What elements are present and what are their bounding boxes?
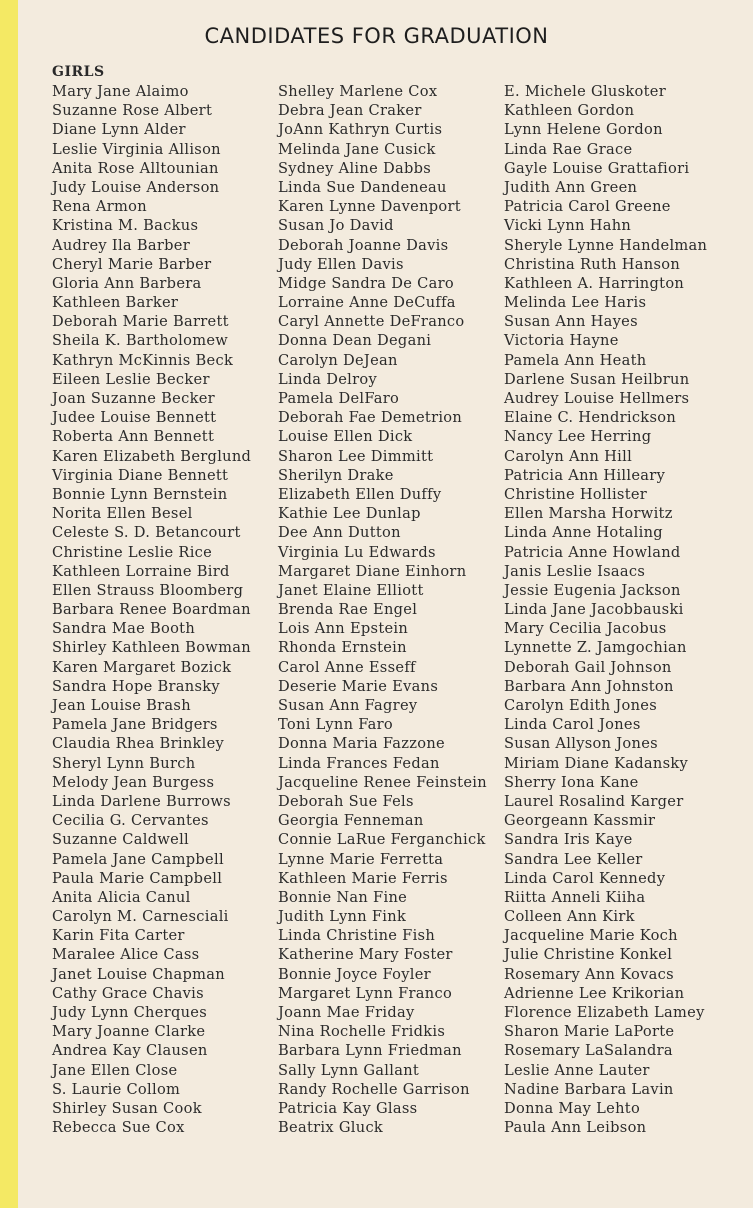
candidate-name: Deborah Marie Barrett xyxy=(52,313,229,331)
candidate-name: Connie LaRue Ferganchick xyxy=(278,831,486,849)
candidate-name: Shelley Marlene Cox xyxy=(278,83,438,100)
candidate-name: Celeste S. D. Betancourt xyxy=(52,524,241,542)
candidate-name: Jane Ellen Close xyxy=(52,1061,178,1079)
candidate-name: Susan Jo David xyxy=(278,217,394,235)
candidate-name: Miriam Diane Kadansky xyxy=(504,754,689,772)
candidate-name: Andrea Kay Clausen xyxy=(52,1042,208,1060)
candidate-name: Gayle Louise Grattafiori xyxy=(504,159,690,177)
candidate-name: Joan Suzanne Becker xyxy=(52,390,215,407)
candidate-name: Lois Ann Epstein xyxy=(278,620,409,638)
candidate-name: Sheryle Lynne Handelman xyxy=(504,236,708,254)
candidate-name: Caryl Annette DeFranco xyxy=(278,313,465,331)
candidate-name: Kathleen Barker xyxy=(52,294,179,312)
candidate-name: Carolyn M. Carnesciali xyxy=(52,908,229,926)
candidate-name: Jessie Eugenia Jackson xyxy=(504,581,681,599)
candidate-name: Margaret Diane Einhorn xyxy=(278,562,467,580)
candidate-name: Judy Lynn Cherques xyxy=(52,1004,208,1021)
candidate-name: Linda Delroy xyxy=(278,370,378,388)
candidate-name: Patricia Carol Greene xyxy=(504,198,671,216)
page-title: CANDIDATES FOR GRADUATION xyxy=(204,24,549,48)
candidate-name: Donna Dean Degani xyxy=(278,332,432,350)
candidate-name: Mary Cecilia Jacobus xyxy=(504,620,667,638)
candidate-name: E. Michele Gluskoter xyxy=(504,83,667,100)
candidate-name: JoAnn Kathryn Curtis xyxy=(278,121,443,139)
candidate-name: Christine Leslie Rice xyxy=(52,543,213,561)
candidate-name: Judith Lynn Fink xyxy=(278,908,407,926)
candidate-name: Melinda Jane Cusick xyxy=(278,140,436,158)
candidate-name: Barbara Renee Boardman xyxy=(52,601,251,619)
candidate-name: Karen Lynne Davenport xyxy=(278,198,461,216)
candidate-name: Bonnie Lynn Bernstein xyxy=(52,485,228,503)
candidate-name: Cecilia G. Cervantes xyxy=(52,812,209,830)
candidate-name: Randy Rochelle Garrison xyxy=(278,1080,470,1098)
candidate-name: Melody Jean Burgess xyxy=(52,773,215,791)
candidate-name: Louise Ellen Dick xyxy=(278,428,413,446)
candidate-name: Suzanne Caldwell xyxy=(52,831,189,849)
candidate-name: Katherine Mary Foster xyxy=(278,946,453,964)
candidate-name: Lynnette Z. Jamgochian xyxy=(504,639,687,657)
candidate-name: Claudia Rhea Brinkley xyxy=(52,735,225,753)
candidate-name: Eileen Leslie Becker xyxy=(52,370,210,388)
candidate-name: Victoria Hayne xyxy=(504,332,619,350)
candidate-name: Paula Ann Leibson xyxy=(504,1119,647,1137)
candidate-name: Lynn Helene Gordon xyxy=(504,121,663,139)
candidate-name: Nancy Lee Herring xyxy=(504,428,652,446)
candidate-name: Cathy Grace Chavis xyxy=(52,984,204,1002)
candidate-name: Ellen Strauss Bloomberg xyxy=(52,581,244,599)
candidate-name: Sharon Marie LaPorte xyxy=(504,1023,675,1041)
candidate-name: Carolyn Edith Jones xyxy=(504,697,658,714)
candidate-name: Judith Ann Green xyxy=(504,178,638,196)
candidate-name: Norita Ellen Besel xyxy=(52,505,193,523)
candidate-name: Deserie Marie Evans xyxy=(278,677,439,695)
candidate-name: Linda Anne Hotaling xyxy=(504,524,663,542)
candidate-name: Kathie Lee Dunlap xyxy=(278,505,421,523)
candidate-name: Carolyn Ann Hill xyxy=(504,447,633,465)
candidate-name: Susan Allyson Jones xyxy=(504,735,658,753)
candidate-name: Nina Rochelle Fridkis xyxy=(278,1023,446,1041)
candidate-name: Deborah Fae Demetrion xyxy=(278,409,463,427)
candidate-name: Laurel Rosalind Karger xyxy=(504,792,684,810)
candidate-name: Rebecca Sue Cox xyxy=(52,1119,185,1137)
candidate-name: Audrey Louise Hellmers xyxy=(504,390,690,407)
candidate-name: Patricia Ann Hilleary xyxy=(504,466,666,484)
candidate-name: Kristina M. Backus xyxy=(52,217,199,235)
candidate-name: Maralee Alice Cass xyxy=(52,946,200,964)
candidate-name: Shirley Susan Cook xyxy=(52,1099,202,1117)
candidate-name: Melinda Lee Haris xyxy=(504,294,647,312)
candidate-name: Sandra Lee Keller xyxy=(504,850,643,868)
candidate-name: Colleen Ann Kirk xyxy=(504,908,635,926)
candidate-name: Toni Lynn Faro xyxy=(278,716,394,734)
candidate-name: Riitta Anneli Kiiha xyxy=(504,888,646,906)
candidate-name: Diane Lynn Alder xyxy=(52,121,186,139)
candidate-name: Joann Mae Friday xyxy=(278,1004,415,1021)
candidate-name: Suzanne Rose Albert xyxy=(52,102,213,120)
candidate-name: Brenda Rae Engel xyxy=(278,601,418,619)
candidate-name: Virginia Lu Edwards xyxy=(278,543,436,561)
candidate-name: Elaine C. Hendrickson xyxy=(504,409,677,427)
candidate-name: Pamela DelFaro xyxy=(278,390,400,407)
candidate-name: Carolyn DeJean xyxy=(278,351,398,369)
candidate-name: Donna Maria Fazzone xyxy=(278,735,445,753)
candidate-name: Sheryl Lynn Burch xyxy=(52,754,196,772)
candidate-name: Mary Joanne Clarke xyxy=(52,1023,206,1041)
candidate-name: Anita Alicia Canul xyxy=(52,888,191,906)
candidate-name: Linda Jane Jacobbauski xyxy=(504,601,684,619)
candidate-name: Jacqueline Renee Feinstein xyxy=(278,773,487,791)
candidate-name: S. Laurie Collom xyxy=(52,1080,181,1098)
candidate-name: Kathleen Gordon xyxy=(504,102,635,120)
candidate-name: Susan Ann Hayes xyxy=(504,313,638,331)
candidate-name: Sheila K. Bartholomew xyxy=(52,332,229,350)
candidate-name: Midge Sandra De Caro xyxy=(278,274,454,292)
candidate-name: Kathleen Lorraine Bird xyxy=(52,562,230,580)
candidate-name: Karen Elizabeth Berglund xyxy=(52,447,252,465)
names-column-3 xyxy=(504,82,744,1137)
candidate-name: Beatrix Gluck xyxy=(278,1119,384,1137)
candidate-name: Carol Anne Esseff xyxy=(278,658,416,676)
candidate-name: Deborah Joanne Davis xyxy=(278,236,449,254)
candidate-name: Rosemary Ann Kovacs xyxy=(504,965,674,983)
candidate-name: Kathleen A. Harrington xyxy=(504,274,685,292)
candidate-name: Elizabeth Ellen Duffy xyxy=(278,485,442,503)
candidate-name: Vicki Lynn Hahn xyxy=(504,217,632,235)
candidate-name: Janet Louise Chapman xyxy=(52,965,225,983)
candidate-name: Ellen Marsha Horwitz xyxy=(504,505,673,523)
candidate-name: Christina Ruth Hanson xyxy=(504,255,681,273)
candidate-name: Shirley Kathleen Bowman xyxy=(52,639,251,657)
candidate-name: Rhonda Ernstein xyxy=(278,639,407,657)
candidate-name: Margaret Lynn Franco xyxy=(278,984,453,1002)
candidate-name: Bonnie Joyce Foyler xyxy=(278,965,431,983)
candidate-name: Susan Ann Fagrey xyxy=(278,697,418,714)
candidate-name: Judee Louise Bennett xyxy=(52,409,217,427)
candidate-name: Barbara Lynn Friedman xyxy=(278,1042,462,1060)
candidate-name: Sally Lynn Gallant xyxy=(278,1061,420,1079)
candidate-name: Karen Margaret Bozick xyxy=(52,658,232,676)
candidate-name: Pamela Jane Bridgers xyxy=(52,716,218,734)
candidate-name: Bonnie Nan Fine xyxy=(278,888,408,906)
candidate-name: Linda Carol Kennedy xyxy=(504,869,666,887)
candidate-name: Leslie Virginia Allison xyxy=(52,140,221,158)
candidate-name: Jacqueline Marie Koch xyxy=(504,927,678,945)
candidate-name: Janis Leslie Isaacs xyxy=(504,562,646,580)
candidate-name: Jean Louise Brash xyxy=(52,697,191,714)
candidate-name: Mary Jane Alaimo xyxy=(52,83,189,100)
candidate-name: Sandra Mae Booth xyxy=(52,620,196,638)
candidate-name: Judy Louise Anderson xyxy=(52,178,220,196)
candidate-name: Anita Rose Alltounian xyxy=(52,159,219,177)
candidate-name: Linda Carol Jones xyxy=(504,716,641,734)
candidate-name: Debra Jean Craker xyxy=(278,102,422,120)
candidate-name: Adrienne Lee Krikorian xyxy=(504,984,685,1002)
candidate-name: Barbara Ann Johnston xyxy=(504,677,674,695)
names-column-2 xyxy=(278,82,504,1137)
candidate-name: Donna May Lehto xyxy=(504,1099,641,1117)
candidate-name: Nadine Barbara Lavin xyxy=(504,1080,674,1098)
candidate-name: Virginia Diane Bennett xyxy=(52,466,229,484)
candidate-name: Lorraine Anne DeCuffa xyxy=(278,294,456,312)
candidate-name: Linda Rae Grace xyxy=(504,140,633,158)
candidate-name: Kathleen Marie Ferris xyxy=(278,869,448,887)
names-column-1 xyxy=(52,82,278,1137)
candidate-name: Patricia Kay Glass xyxy=(278,1099,418,1117)
candidate-name: Lynne Marie Ferretta xyxy=(278,850,444,868)
candidate-name: Sydney Aline Dabbs xyxy=(278,159,432,177)
candidate-name: Kathryn McKinnis Beck xyxy=(52,351,234,369)
candidate-name: Sharon Lee Dimmitt xyxy=(278,447,434,465)
candidate-name: Linda Frances Fedan xyxy=(278,754,440,772)
candidate-name: Paula Marie Campbell xyxy=(52,869,223,887)
candidate-name: Sandra Hope Bransky xyxy=(52,677,220,695)
candidate-name: Judy Ellen Davis xyxy=(278,255,404,273)
candidate-name: Christine Hollister xyxy=(504,485,648,503)
candidate-name: Patricia Anne Howland xyxy=(504,543,681,561)
candidate-name: Audrey Ila Barber xyxy=(52,236,191,254)
candidate-name: Deborah Gail Johnson xyxy=(504,658,672,676)
candidate-name: Rena Armon xyxy=(52,198,147,216)
section-heading-girls: GIRLS xyxy=(52,64,105,80)
candidate-name: Janet Elaine Elliott xyxy=(278,581,424,599)
candidate-name: Georgeann Kassmir xyxy=(504,812,656,830)
candidate-name: Linda Darlene Burrows xyxy=(52,792,231,810)
candidate-name: Julie Christine Konkel xyxy=(504,946,673,964)
candidate-name: Linda Christine Fish xyxy=(278,927,436,945)
candidate-name: Florence Elizabeth Lamey xyxy=(504,1004,705,1021)
candidate-name: Sherilyn Drake xyxy=(278,466,394,484)
candidate-name: Georgia Fenneman xyxy=(278,812,424,830)
candidate-name: Karin Fita Carter xyxy=(52,927,185,945)
candidate-name: Linda Sue Dandeneau xyxy=(278,178,447,196)
candidate-name: Gloria Ann Barbera xyxy=(52,274,202,292)
candidate-name: Sherry Iona Kane xyxy=(504,773,639,791)
candidate-name: Sandra Iris Kaye xyxy=(504,831,633,849)
candidate-name: Dee Ann Dutton xyxy=(278,524,401,542)
candidate-name: Deborah Sue Fels xyxy=(278,792,414,810)
page-edge xyxy=(0,0,18,1208)
candidate-name: Roberta Ann Bennett xyxy=(52,428,215,446)
candidate-name: Rosemary LaSalandra xyxy=(504,1042,673,1060)
candidate-name: Darlene Susan Heilbrun xyxy=(504,370,690,388)
candidate-name: Cheryl Marie Barber xyxy=(52,255,212,273)
candidate-name: Leslie Anne Lauter xyxy=(504,1061,650,1079)
candidate-name: Pamela Ann Heath xyxy=(504,351,647,369)
candidate-name: Pamela Jane Campbell xyxy=(52,850,224,868)
